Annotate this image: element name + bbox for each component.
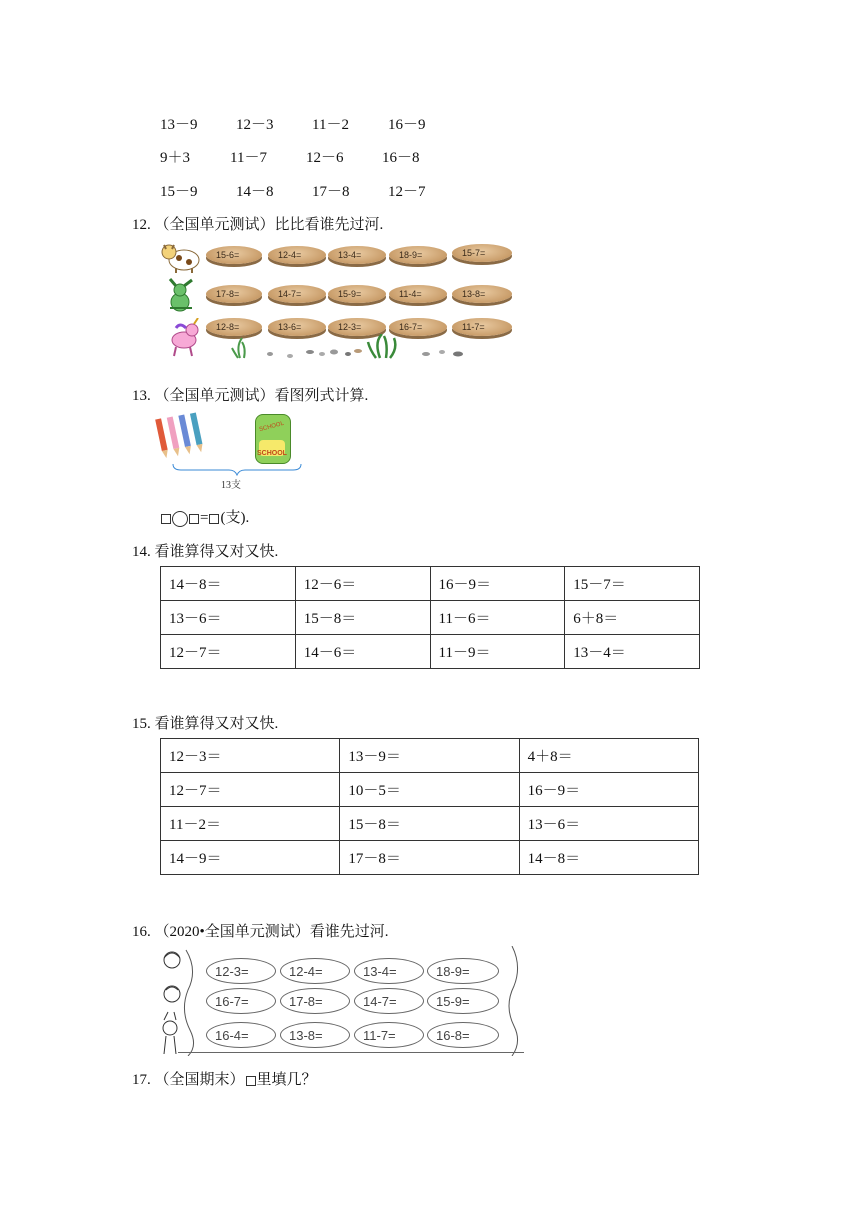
table-cell: 13－4＝	[565, 635, 700, 669]
equals-sign: =	[200, 510, 209, 526]
table-cell: 6＋8＝	[565, 601, 700, 635]
table-cell: 10－5＝	[340, 773, 519, 807]
riverbank-icon	[498, 946, 526, 1056]
q14-table	[160, 566, 700, 669]
table-cell: 12－3＝	[161, 739, 340, 773]
table-cell: 14－9＝	[161, 841, 340, 875]
table-cell: 13－9＝	[340, 739, 519, 773]
q15-table	[160, 738, 699, 875]
bag-label-top: SCHOOL	[258, 420, 285, 434]
arith-item: 15－9	[160, 184, 198, 200]
oval-item: 17-8=	[280, 988, 350, 1014]
table-cell: 16－9＝	[519, 773, 698, 807]
stone-item: 13-6=	[268, 318, 326, 336]
table-row	[161, 841, 699, 875]
q17-title	[132, 1068, 317, 1089]
stone-item: 12-8=	[206, 318, 262, 336]
answer-box[interactable]	[189, 514, 199, 524]
table-row	[161, 739, 699, 773]
arith-item: 14－8	[236, 184, 274, 200]
q13-figure	[155, 412, 305, 492]
table-cell: 13－6＝	[161, 601, 296, 635]
stone-item: 13-4=	[328, 246, 386, 264]
answer-box[interactable]	[161, 514, 171, 524]
arith-item: 11－2	[312, 117, 349, 133]
arith-item: 16－9	[388, 117, 426, 133]
stone-item: 13-8=	[452, 285, 512, 303]
cow-icon	[160, 240, 202, 274]
table-cell: 13－6＝	[519, 807, 698, 841]
table-cell: 16－9＝	[430, 567, 565, 601]
oval-item: 16-4=	[206, 1022, 276, 1048]
table-cell: 11－6＝	[430, 601, 565, 635]
table-cell: 11－2＝	[161, 807, 340, 841]
oval-item: 12-3=	[206, 958, 276, 984]
oval-item: 11-7=	[354, 1022, 424, 1048]
stone-item: 17-8=	[206, 285, 262, 303]
table-cell: 12－7＝	[161, 773, 340, 807]
oval-item: 15-9=	[427, 988, 499, 1014]
stone-item: 12-3=	[328, 318, 386, 336]
school-bag-icon	[255, 414, 289, 462]
q13-title: 13. （全国单元测试）看图列式计算.	[132, 388, 369, 404]
q15-title: 15. 看谁算得又对又快.	[132, 716, 279, 732]
q17-title-suffix: 里填几？	[256, 1072, 317, 1088]
arith-item: 9＋3	[160, 150, 191, 166]
oval-item: 16-7=	[206, 988, 276, 1014]
total-label: 13支	[221, 480, 241, 491]
stone-item: 15-9=	[328, 285, 386, 303]
arith-item: 12－3	[236, 117, 274, 133]
river-decoration	[230, 334, 520, 360]
stone-item: 18-9=	[389, 246, 447, 264]
arith-item: 17－8	[312, 184, 350, 200]
operator-circle[interactable]	[172, 511, 188, 527]
stone-item: 15-7=	[452, 244, 512, 262]
oval-item: 14-7=	[354, 988, 424, 1014]
stone-item: 16-7=	[389, 318, 447, 336]
q13-answer-line	[160, 506, 249, 527]
oval-item: 12-4=	[280, 958, 350, 984]
arith-item: 12－7	[388, 184, 426, 200]
table-cell: 14－8＝	[161, 567, 296, 601]
table-cell: 12－7＝	[161, 635, 296, 669]
rabbit-icon	[162, 278, 200, 314]
arith-item: 16－8	[382, 150, 420, 166]
table-cell: 14－8＝	[519, 841, 698, 875]
answer-box[interactable]	[209, 514, 219, 524]
table-cell: 15－8＝	[295, 601, 430, 635]
oval-item: 13-8=	[280, 1022, 350, 1048]
bag-label-bottom: SCHOOL	[257, 450, 287, 457]
table-cell: 15－7＝	[565, 567, 700, 601]
table-cell: 15－8＝	[340, 807, 519, 841]
table-cell: 14－6＝	[295, 635, 430, 669]
table-row	[161, 567, 700, 601]
unit-label: (支).	[220, 510, 250, 526]
table-row	[161, 773, 699, 807]
q14-title: 14. 看谁算得又对又快.	[132, 544, 279, 560]
q16-title: 16. （2020•全国单元测试）看谁先过河.	[132, 924, 389, 940]
unicorn-icon	[164, 318, 204, 358]
stone-item: 11-4=	[389, 285, 447, 303]
stone-item: 11-7=	[452, 318, 512, 336]
arith-item: 13－9	[160, 117, 198, 133]
q12-title: 12. （全国单元测试）比比看谁先过河.	[132, 217, 384, 233]
children-icon	[158, 946, 206, 1056]
q17-title-prefix: 17. （全国期末）	[132, 1072, 245, 1088]
brace-icon	[171, 462, 303, 476]
oval-item: 16-8=	[427, 1022, 499, 1048]
table-cell: 17－8＝	[340, 841, 519, 875]
answer-box[interactable]	[246, 1076, 256, 1086]
oval-item: 18-9=	[427, 958, 499, 984]
stone-item: 12-4=	[268, 246, 326, 264]
arith-item: 12－6	[306, 150, 344, 166]
table-row	[161, 807, 699, 841]
table-cell: 4＋8＝	[519, 739, 698, 773]
oval-item: 13-4=	[354, 958, 424, 984]
stone-item: 15-6=	[206, 246, 262, 264]
arith-item: 11－7	[230, 150, 267, 166]
table-row	[161, 601, 700, 635]
pencils-icon	[155, 412, 215, 462]
stone-item: 14-7=	[268, 285, 326, 303]
table-cell: 12－6＝	[295, 567, 430, 601]
table-row	[161, 635, 700, 669]
riverbank-line	[178, 1052, 524, 1053]
q16-river-figure	[158, 946, 526, 1056]
q12-river-figure	[160, 238, 520, 362]
table-cell: 11－9＝	[430, 635, 565, 669]
